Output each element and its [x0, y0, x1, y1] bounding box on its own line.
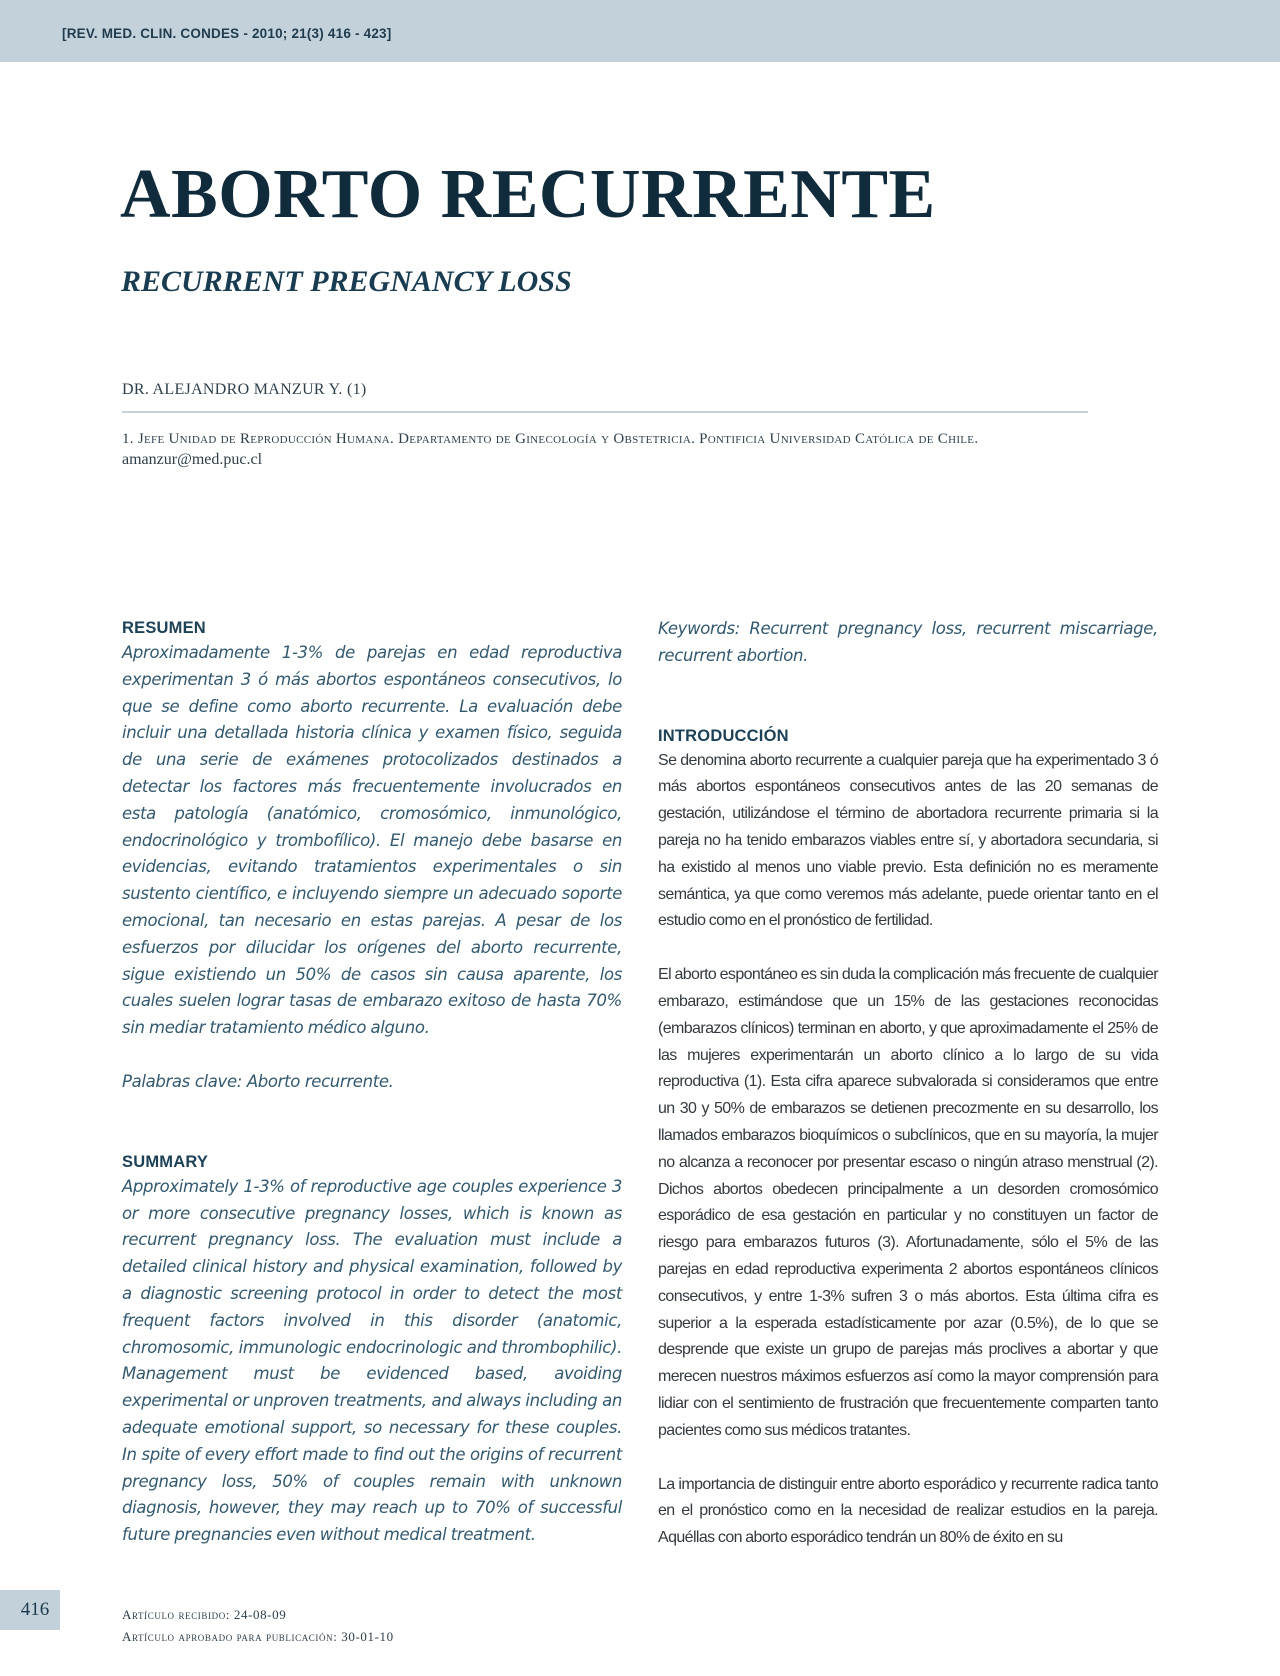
- resumen-heading: RESUMEN: [122, 619, 206, 637]
- author-line: DR. ALEJANDRO MANZUR Y. (1): [122, 381, 367, 398]
- author-affiliation: 1. Jefe Unidad de Reproducción Humana. Departamento de Ginecología y Obstetricia. Pontificia Universidad Católica de Chile.: [122, 431, 979, 447]
- article-title: ABORTO RECURRENTE: [120, 156, 936, 233]
- received-date: Artículo recibido: 24-08-09: [122, 1607, 287, 1622]
- journal-reference: [REV. MED. CLIN. CONDES - 2010; 21(3) 416 - 423]: [62, 26, 392, 41]
- intro-paragraph: Se denomina aborto recurrente a cualquier pareja que ha experimentado 3 ó más abortos espontáneos consecutivos antes de las 20 semanas de gestación, utilizándose el término de abortadora recurrente primaria si la pareja no ha tenido embarazos viables entre sí, y abortadora secundaria, si ha existido al menos uno viable previo. Esta definición no es meramente semántica, ya que como veremos más adelante, puede orientar tanto en el estudio como en el pronóstico de fertilidad.: [658, 751, 1158, 930]
- resumen-keywords: Palabras clave: Aborto recurrente.: [122, 1071, 394, 1091]
- summary-keywords: Keywords: Recurrent pregnancy loss, recurrent miscarriage, recurrent abortion.: [658, 619, 1158, 665]
- intro-paragraph: La importancia de distinguir entre aborto esporádico y recurrente radica tanto en el pronóstico como en la necesidad de realizar estudios en la pareja. Aquéllas con aborto esporádico tendrán un 80% de éxito en su: [658, 1475, 1158, 1547]
- summary-heading: SUMMARY: [122, 1152, 209, 1171]
- author-email[interactable]: amanzur@med.puc.cl: [122, 451, 263, 468]
- left-column: [122, 616, 622, 1549]
- intro-paragraph: El aborto espontáneo es sin duda la complicación más frecuente de cualquier embarazo, estimándose que un 15% de las gestaciones reconocidas (embarazos clínicos) terminan en aborto, y que aproximadamente el 25% de las mujeres experimentarán un aborto clínico a lo largo de su vida reproductiva (1). Esta cifra aparece subvalorada si consideramos que entre un 30 y 50% de embarazos se detienen precozmente en su desarrollo, los llamados embarazos bioquímicos o subclínicos, que en su mayoría, la mujer no alcanza a reconocer por presentar escaso o ningún atraso menstrual (2). Dichos abortos obedecen principalmente a un desorden cromosómico esporádico de esa gestación en particular y no constituyen un factor de riesgo para embarazos futuros (3). Afortunadamente, sólo el 5% de las parejas en edad reproductiva experimenta 2 abortos espontáneos clínicos consecutivos, y entre 1-3% sufren 3 o más abortos. Esta última cifra es superior a la esperada estadísticamente por azar (0.5%), de lo que se desprende que existe un grupo de parejas más proclives a abortar y que merecen nuestros máximos esfuerzos así como la mayor comprensión para lidiar con el sentimiento de frustración que frecuentemente comparten tanto pacientes como sus médicos tratantes.: [658, 966, 1158, 1439]
- right-column: [658, 616, 1158, 1552]
- page-number: 416: [20, 1599, 50, 1620]
- introduccion-heading: INTRODUCCIÓN: [658, 726, 789, 745]
- resumen-text: Aproximadamente 1-3% de parejas en edad reproductiva experimentan 3 ó más abortos espontáneos consecutivos, lo que se define como aborto recurrente. La evaluación debe incluir una detallada historia clínica y examen físico, seguida de una serie de exámenes protocolizados destinados a detectar los factores más frecuentemente involucrados en esta patología (anatómico, cromosómico, inmunológico, endocrinológico y trombofílico). El manejo debe basarse en evidencias, evitando tratamientos experimentales o sin sustento científico, e incluyendo siempre un adecuado soporte emocional, tan necesario en estas parejas. A pesar de los esfuerzos por dilucidar los orígenes del aborto recurrente, sigue existiendo un 50% de casos sin causa aparente, los cuales suelen lograr tasas de embarazo exitoso de hasta 70% sin mediar tratamiento médico alguno.: [122, 643, 622, 1038]
- divider: [122, 411, 1088, 413]
- approved-date: Artículo aprobado para publicación: 30-01-10: [122, 1629, 394, 1644]
- article-dates: [122, 1604, 394, 1648]
- article-subtitle: RECURRENT PREGNANCY LOSS: [121, 265, 572, 298]
- summary-text: Approximately 1-3% of reproductive age couples experience 3 or more consecutive pregnancy losses, which is known as recurrent pregnancy loss. The evaluation must include a detailed clinical history and physical examination, followed by a diagnostic screening protocol in order to detect the most frequent factors involved in this disorder (anatomic, chromosomic, immunologic endocrinologic and thrombophilic). Management must be evidenced based, avoiding experimental or unproven treatments, and always including an adequate emotional support, so necessary for these couples. In spite of every effort made to find out the origins of recurrent pregnancy loss, 50% of couples remain with unknown diagnosis, however, they may reach up to 70% of successful future pregnancies even without medical treatment.: [122, 1176, 622, 1545]
